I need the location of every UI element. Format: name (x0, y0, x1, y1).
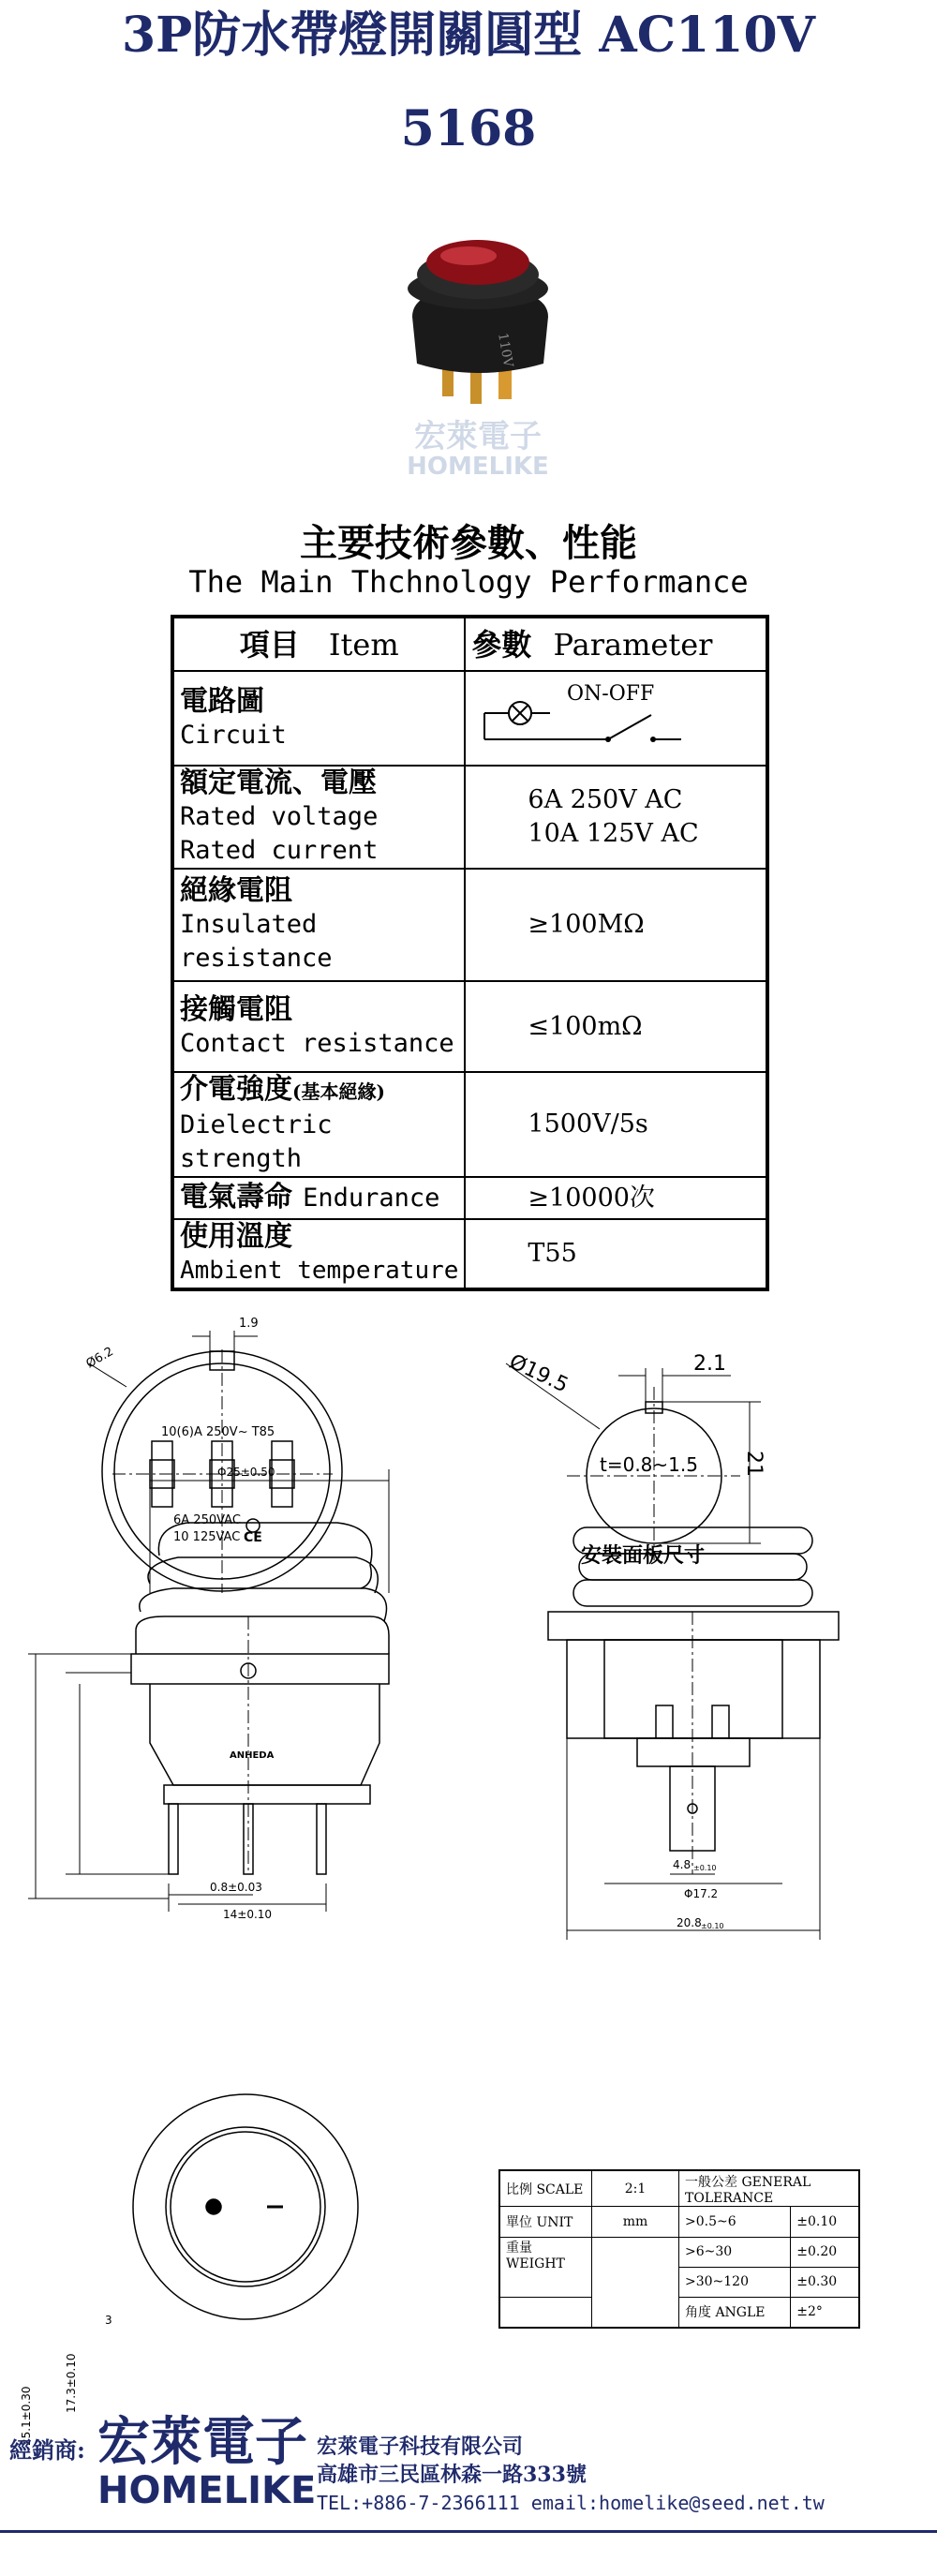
page-title: 3P防水帶燈開關圓型 AC110V (121, 7, 815, 64)
bottom-view-drawing (133, 2094, 358, 2319)
spec-table (171, 615, 769, 1291)
dim-label: ±0.10 (693, 1864, 717, 1872)
watermark-zh: 宏萊電子 (414, 418, 542, 455)
dim-label: Φ25±0.50 (217, 1466, 275, 1479)
row-value: 10A 125V AC (528, 819, 699, 848)
dim-label: t=0.8~1.5 (600, 1453, 698, 1476)
watermark-en: HOMELIKE (407, 453, 549, 481)
row-label-en: Dielectric strength (180, 1110, 333, 1173)
brand-logo-zh: 宏萊電子 (97, 2411, 307, 2473)
header-item-zh: 項目 (239, 626, 300, 663)
tol-range: >6~30 (679, 2237, 791, 2267)
row-label-en: Ambient temperature (180, 1257, 459, 1285)
circuit-diagram (466, 672, 766, 761)
dim-label: 4.8 (673, 1858, 692, 1871)
row-label-zh: 絕緣電阻 (180, 874, 292, 907)
lamp-highlight (440, 246, 497, 265)
dim-label: Ø6.2 (83, 1345, 116, 1372)
dim-label: 25.1±0.30 (20, 2386, 33, 2446)
row-value: ≤100mΩ (465, 981, 767, 1072)
dim-label: Ø19.5 (505, 1349, 573, 1398)
unit-label: 單位 UNIT (499, 2207, 592, 2237)
header-param-en: Parameter (553, 626, 713, 663)
row-value: 1500V/5s (465, 1072, 767, 1177)
ce-mark: CE (244, 1530, 262, 1545)
product-photo (394, 223, 562, 410)
rating-text: 10(6)A 250V~ T85 (161, 1425, 275, 1439)
row-label-en: Insulated (180, 910, 318, 939)
rating-text: 10 125VAC (173, 1530, 241, 1544)
section-title-en: The Main Thchnology Performance (188, 564, 749, 600)
tol-value: ±2° (791, 2297, 859, 2328)
row-label-zh-note: (基本絕緣) (292, 1080, 385, 1103)
row-label-en: Contact resistance (180, 1028, 454, 1058)
row-label-zh: 電氣壽命 (180, 1181, 292, 1214)
tol-range: >30~120 (679, 2267, 791, 2297)
row-label-en: Circuit (180, 720, 287, 750)
row-label-zh: 接觸電阻 (180, 992, 292, 1026)
table-row (172, 869, 767, 981)
footer-divider (0, 2530, 937, 2533)
weight-label: 重量 WEIGHT (499, 2237, 592, 2297)
table-row (172, 1072, 767, 1177)
row-value: 6A 250V AC (528, 785, 683, 814)
general-tolerance-label: 一般公差 GENERAL TOLERANCE (679, 2170, 860, 2207)
table-row (172, 671, 767, 766)
dim-label: ±0.10 (701, 1922, 724, 1930)
dim-label: 3 (105, 2314, 112, 2327)
panel-caption: 安裝面板尺寸 (581, 1544, 706, 1568)
section-title-zh: 主要技術參數、性能 (300, 521, 637, 565)
company-address: 高雄市三民區林森一路333號 (317, 2463, 587, 2487)
table-row (172, 766, 767, 869)
row-label-zh: 電路圖 (180, 684, 264, 718)
dim-label: 21 (742, 1451, 766, 1477)
header-item-en: Item (328, 626, 399, 663)
row-value: ≥100MΩ (465, 869, 767, 981)
row-label-en: Rated current (180, 836, 379, 865)
scale-value: 2:1 (592, 2170, 679, 2207)
company-name: 宏萊電子科技有限公司 (317, 2435, 524, 2459)
dim-label: 1.9 (239, 1317, 259, 1331)
switch-symbol (608, 715, 651, 739)
brand-logo-text: ANHEDA (230, 1750, 275, 1761)
scale-label: 比例 SCALE (499, 2170, 592, 2207)
dim-label: 0.8±0.03 (210, 1881, 262, 1894)
row-value: T55 (465, 1219, 767, 1289)
tol-range: >0.5~6 (679, 2207, 791, 2237)
distributor-label: 經銷商: (9, 2436, 85, 2464)
tol-range: 角度 ANGLE (679, 2297, 791, 2328)
brand-logo-en: HOMELIKE (97, 2469, 317, 2512)
rating-text: 6A 250VAC (173, 1513, 241, 1527)
header-param-zh: 參數 (471, 626, 532, 663)
top-view-drawing (89, 1331, 342, 1593)
tol-value: ±0.20 (791, 2237, 859, 2267)
company-contact: TEL:+886-7-2366111 email:homelike@seed.net.tw (317, 2492, 825, 2514)
terminal-pin (470, 368, 482, 404)
dim-label: 17.3±0.10 (65, 2353, 78, 2413)
circuit-label: ON-OFF (567, 682, 655, 706)
dim-label: 14±0.10 (223, 1908, 273, 1921)
table-row (172, 1219, 767, 1289)
row-label-en: Rated voltage (180, 802, 379, 831)
tol-value: ±0.10 (791, 2207, 859, 2237)
table-row (172, 981, 767, 1072)
unit-value: mm (592, 2207, 679, 2237)
row-label-en: resistance (180, 944, 333, 973)
row-label-zh: 介電強度 (180, 1073, 292, 1106)
row-label-en: Endurance (303, 1184, 440, 1213)
tol-value: ±0.30 (791, 2267, 859, 2297)
table-row (172, 1177, 767, 1219)
front-view-drawing (548, 1527, 839, 1940)
row-label-zh: 額定電流、電壓 (180, 767, 377, 799)
row-value: ≥10000次 (465, 1177, 767, 1219)
table-header-row (172, 617, 767, 671)
dim-label: Φ17.2 (684, 1887, 719, 1900)
switch-marking: 110V (495, 331, 516, 368)
model-number: 5168 (400, 100, 537, 157)
dim-label: 2.1 (693, 1352, 726, 1376)
tolerance-table (498, 2169, 860, 2329)
dim-label: 20.8 (677, 1916, 702, 1929)
row-label-zh: 使用溫度 (180, 1220, 292, 1253)
